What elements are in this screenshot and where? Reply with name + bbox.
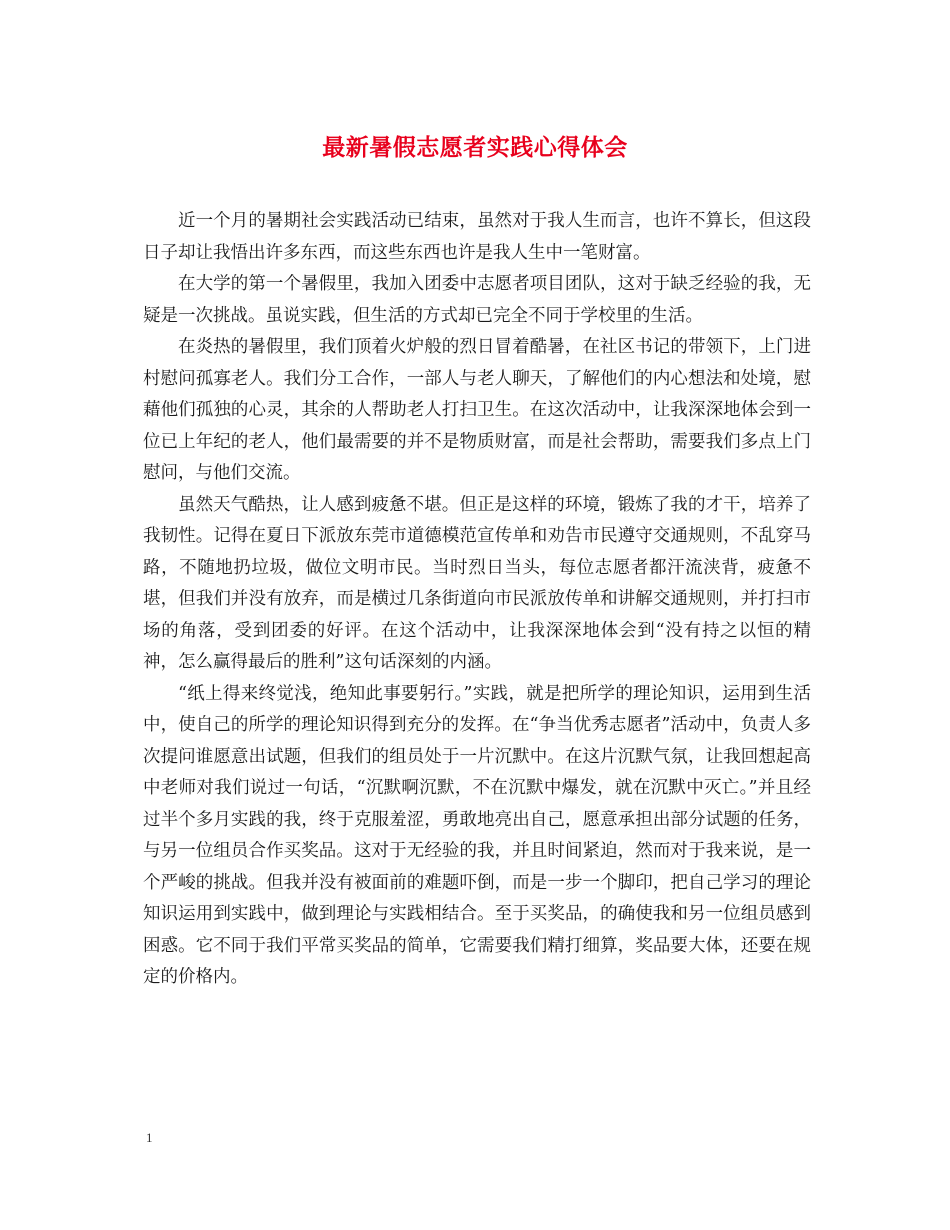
page-number: 1 — [146, 1130, 153, 1145]
paragraph-3: 在炎热的暑假里，我们顶着火炉般的烈日冒着酷暑，在社区书记的带领下，上门进村慰问孤寡老人。我们分工合作，一部人与老人聊天，了解他们的内心想法和处境，慰藉他们孤独的心灵，其余的人帮助老人打扫卫生。在这次活动中，让我深深地体会到一位已上年纪的老人，他们最需要的并不是物质财富，而是社会帮助，需要我们多点上门慰问，与他们交流。 — [143, 337, 811, 483]
paragraph-1: 近一个月的暑期社会实践活动已结束，虽然对于我人生而言，也许不算长，但这段日子却让我悟出许多东西，而这些东西也许是我人生中一笔财富。 — [143, 211, 811, 263]
paragraph-5: “纸上得来终觉浅，绝知此事要躬行。”实践，就是把所学的理论知识，运用到生活中，使自己的所学的理论知识得到充分的发挥。在“争当优秀志愿者”活动中，负责人多次提问谁愿意出试题，但我们的组员处于一片沉默中。在这片沉默气氛，让我回想起高中老师对我们说过一句话，“沉默啊沉默，不在沉默中爆发，就在沉默中灭亡。”并且经过半个多月实践的我，终于克服羞涩，勇敢地亮出自己，愿意承担出部分试题的任务，与另一位组员合作买奖品。这对于无经验的我，并且时间紧迫，然而对于我来说，是一个严峻的挑战。但我并没有被面前的难题吓倒，而是一步一个脚印，把自己学习的理论知识运用到实践中，做到理论与实践相结合。至于买奖品，的确使我和另一位组员感到困惑。它不同于我们平常买奖品的简单，它需要我们精打细算，奖品要大体，还要在规定的价格内。 — [143, 683, 811, 987]
document-title: 最新暑假志愿者实践心得体会 — [322, 134, 628, 161]
paragraph-2: 在大学的第一个暑假里，我加入团委中志愿者项目团队，这对于缺乏经验的我，无疑是一次挑战。虽说实践，但生活的方式却已完全不同于学校里的生活。 — [143, 274, 811, 326]
paragraph-4: 虽然天气酷热，让人感到疲惫不堪。但正是这样的环境，锻炼了我的才干，培养了我韧性。记得在夏日下派放东莞市道德模范宣传单和劝告市民遵守交通规则，不乱穿马路，不随地扔垃圾，做位文明市民。当时烈日当头，每位志愿者都汗流浃背，疲惫不堪，但我们并没有放弃，而是横过几条街道向市民派放传单和讲解交通规则，并打扫市场的角落，受到团委的好评。在这个活动中，让我深深地体会到“没有持之以恒的精神，怎么赢得最后的胜利”这句话深刻的内涵。 — [143, 494, 811, 672]
document-body — [143, 206, 811, 994]
